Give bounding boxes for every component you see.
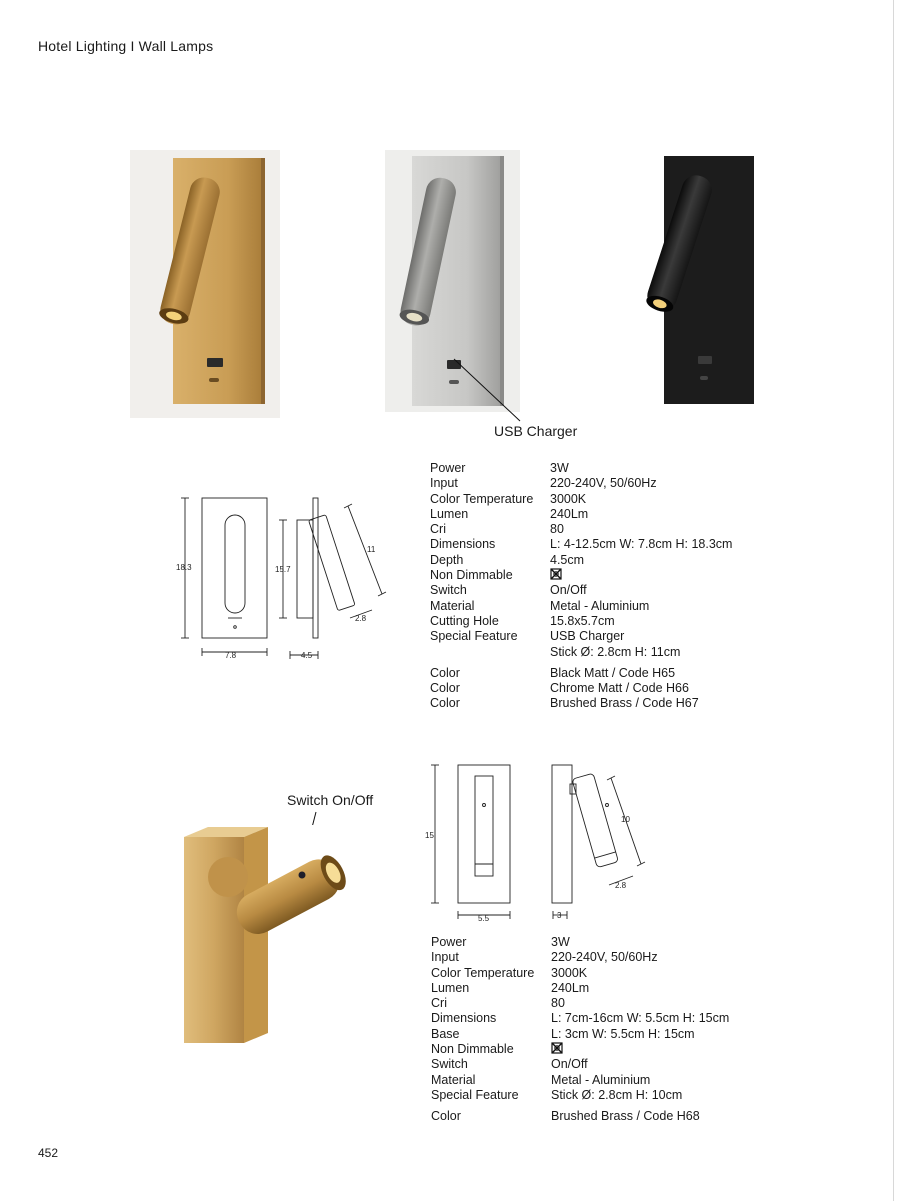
spec-row [431,1042,729,1057]
spec-row [430,568,732,583]
spec-row [430,537,732,552]
spec-value: 80 [551,996,565,1011]
dim-depth: 4.5 [301,651,313,660]
spec-row [431,1109,729,1124]
spec-value: USB Charger [550,629,625,644]
spec-label: Non Dimmable [431,1042,514,1057]
spec-label: Special Feature [430,629,518,644]
photo-brass-wall-lamp [130,150,280,418]
dim-diameter: 2.8 [355,614,367,623]
dim-diameter-2: 2.8 [615,881,627,890]
spec-row [430,666,732,681]
spec-row [431,935,729,950]
spec-value: On/Off [551,1057,588,1072]
spec-value: 220-240V, 50/60Hz [551,950,658,965]
spec-label: Power [430,461,466,475]
spec-row [431,996,729,1011]
spec-row [431,1011,729,1026]
spec-value: 240Lm [550,506,589,521]
spec-table-2 [431,935,729,1125]
spec-label: Special Feature [431,1087,519,1102]
spec-value: 220-240V, 50/60Hz [550,476,657,491]
page-header: Hotel Lighting I Wall Lamps [38,38,214,54]
usb-callout-leader [450,355,530,427]
dim-stick-length-2: 10 [621,815,630,824]
non-dimmable-icon [551,1042,563,1054]
page-number: 452 [38,1146,59,1160]
spec-label: Cutting Hole [430,613,499,628]
spec-label [430,645,550,660]
dim-width-2: 5.5 [478,914,490,923]
spec-value: 4.5cm [550,552,585,567]
spec-value: Brushed Brass / Code H67 [550,696,699,711]
spec-label: Color [431,1109,461,1124]
spec-label: Cri [431,996,447,1011]
spec-row [430,553,732,568]
dim-height-inner: 15.7 [275,565,291,574]
spec-row [431,1088,729,1103]
spec-value: L: 7cm-16cm W: 5.5cm H: 15cm [551,1011,730,1026]
dim-depth-2: 3 [557,911,562,920]
usb-charger-callout: USB Charger [494,423,578,439]
spec-label: Switch [430,583,467,598]
spec-label: Switch [431,1057,468,1072]
spec-value: 3W [551,935,570,949]
dimension-drawing-2 [425,760,650,925]
switch-callout: Switch On/Off [287,792,374,808]
spec-value: 3000K [551,965,588,980]
spec-row [430,522,732,537]
spec-row [430,629,732,644]
spec-row [430,492,732,507]
spec-value: Brushed Brass / Code H68 [551,1109,700,1124]
photo-brass-lamp-switch [180,825,360,1050]
spec-table-1 [430,461,732,712]
spec-value: Stick Ø: 2.8cm H: 10cm [551,1087,683,1102]
spec-label: Lumen [430,506,469,521]
spec-value: On/Off [550,583,587,598]
spec-row [430,614,732,629]
spec-value: Black Matt / Code H65 [550,665,676,680]
spec-row [430,696,732,711]
spec-label: Power [431,935,467,949]
spec-value: Stick Ø: 2.8cm H: 11cm [550,644,681,659]
spec-label: Color Temperature [430,491,534,506]
spec-label: Input [431,950,459,965]
spec-row [431,981,729,996]
spec-label: Dimensions [431,1011,497,1026]
spec-row [430,476,732,491]
spec-row [430,645,732,660]
spec-value: 3000K [550,491,587,506]
dim-stick-length: 11 [367,545,376,554]
spec-value: 3W [550,461,569,475]
spec-label: Non Dimmable [430,568,513,583]
spec-label: Input [430,476,458,491]
spec-value: 240Lm [551,980,590,995]
spec-value: L: 4-12.5cm W: 7.8cm H: 18.3cm [550,537,733,552]
spec-row [431,1057,729,1072]
spec-value: L: 3cm W: 5.5cm H: 15cm [551,1026,695,1041]
page-edge-rule [893,0,894,1201]
spec-label: Dimensions [430,537,496,552]
spec-label: Color [430,681,460,696]
dim-height-total: 18.3 [176,563,192,572]
spec-label: Material [430,598,475,613]
spec-row [430,583,732,598]
spec-row [430,681,732,696]
spec-label: Lumen [431,980,470,995]
spec-label: Color Temperature [431,965,535,980]
spec-row [431,1027,729,1042]
spec-value: Chrome Matt / Code H66 [550,681,689,696]
spec-label: Material [431,1072,476,1087]
spec-row [430,599,732,614]
spec-label: Base [431,1026,460,1041]
spec-row [431,966,729,981]
dim-width: 7.8 [225,651,237,660]
spec-label: Cri [430,522,446,537]
spec-value: Metal - Aluminium [551,1072,651,1087]
spec-row [430,507,732,522]
spec-label: Depth [430,552,464,567]
spec-row [431,1073,729,1088]
spec-label: Color [430,665,460,680]
spec-label: Color [430,696,460,711]
spec-value: 80 [550,522,564,537]
dimension-drawing-1 [170,490,395,665]
dim-height-2: 15 [425,831,434,840]
spec-row [431,950,729,965]
spec-row [430,461,732,476]
photo-black-wall-lamp [620,150,760,412]
spec-value: 15.8x5.7cm [550,613,615,628]
spec-value: Metal - Aluminium [550,598,650,613]
non-dimmable-icon [550,568,562,580]
